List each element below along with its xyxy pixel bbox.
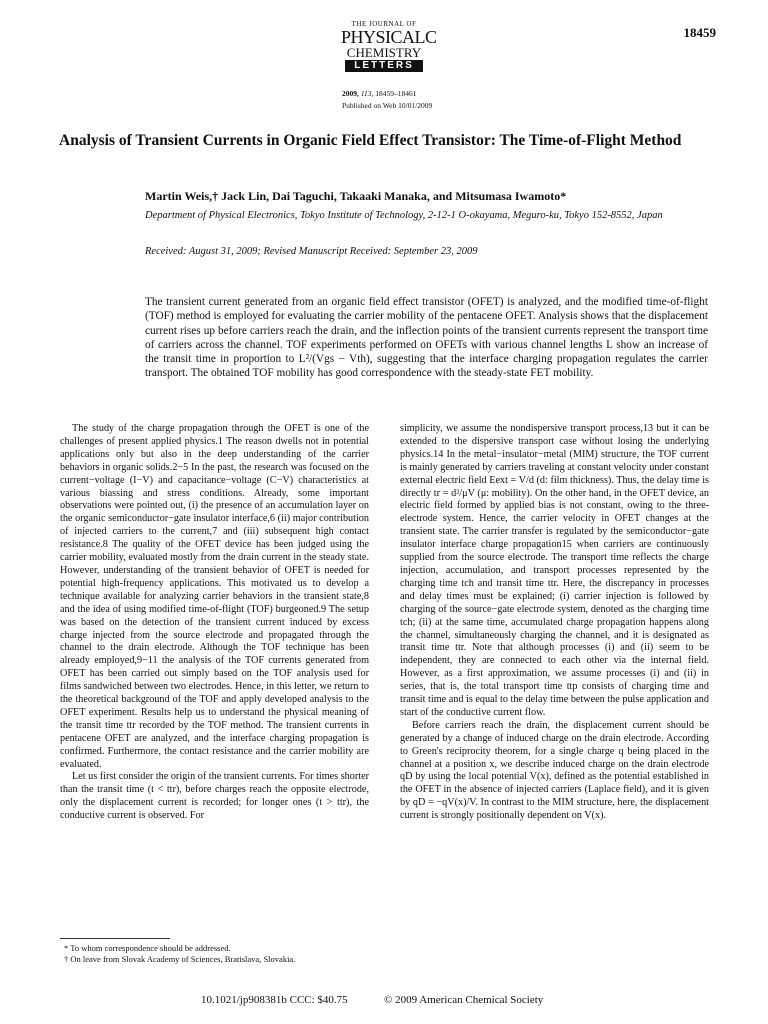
right-column	[400, 423, 709, 823]
paragraph: simplicity, we assume the nondispersive transport process,13 but it can be extended to the dispersive transport case without losing the underlying physics.14 In the metal−insulator−metal (MIM) structure, the TOF current is mainly generated by carriers traveling at constant velocity under constant external electric field Eext = V/d (d: film thickness). Thus, the delay time is directly tr = d²/μV (μ: mobility). On the other hand, in the OFET device, an electric field formed by applied bias is not constant, owing to the three-electrode system. Hence, the carrier velocity in OFET changes at the transient state. The carrier transfer is regulated by the semiconductor−gate insulator interface charge propagation15 when carriers are continuously supplied from the source electrode. The transport time reflects the charge injection, accumulation, and transport processes represented by the charging time tch and transit time ttr. Here, the discrepancy in processes and delay times must be explained; (i) carrier injection is followed by charging of the source−gate electrode system, denoted as the charging time tch; (ii) at the same time, accumulated charge propagation happens along the channel, simultaneously charging the channel, and it is designated as transit time ttr. Note that although processes (i) and (ii) seem to be independent, they are connected to each other via the internal field. However, as a first approximation, we assume processes (i) and (ii) in series, that is, the total transport time ttp consists of charging time and transit time and is equal to the delay time between the pulse application and start of the conductive current flow.	[400, 423, 709, 718]
article-title: Analysis of Transient Currents in Organic Field Effect Transistor: The Time-of-Flight Method	[59, 132, 682, 149]
received-dates: Received: August 31, 2009; Revised Manuscript Received: September 23, 2009	[145, 246, 478, 257]
footnote-divider	[60, 938, 170, 939]
left-column	[60, 423, 369, 823]
citation-pages: 18459–18461	[375, 89, 417, 98]
page-number: 18459	[683, 25, 716, 40]
citation-block	[342, 88, 432, 112]
published-date: Published on Web 10/01/2009	[342, 101, 433, 110]
paragraph: Before carriers reach the drain, the displacement current should be generated by a change of induced charge on the drain electrode. According to Green's reciprocity theorem, for a single charge q being placed in the channel at a position x, we describe induced charge on the drain electrode qD by using the local potential V(x), defined as the potential established in the OFET in the absence of injected carriers (Laplace field), and it is given by qD = −qV(x)/V. In contrast to the MIM structure, here, the displacement current is strongly positionally dependent on V(x).	[400, 719, 709, 822]
journal-logo	[341, 20, 437, 72]
logo-letters-bar: LETTERS	[345, 60, 423, 72]
paragraph: Let us first consider the origin of the transient currents. For times shorter than the transit time (t < ttr), before charges reach the opposite electrode, only the displacement current is recorded; for longer ones (t > ttr), the conductive current is observed. For	[60, 771, 369, 822]
citation-year: 2009,	[342, 89, 359, 98]
footnotes	[64, 943, 369, 965]
abstract: The transient current generated from an organic field effect transistor (OFET) is analyzed, and the modified time-of-flight (TOF) method is employed for evaluating the carrier mobility of the pentacene OFET. Analysis shows that the displacement current rises up before carriers reach the drain, and the inflection points of the transient currents represent the transport time of carriers across the channel. TOF experiments performed on OFETs with various channel lengths L show an increase of the transit time in proportion to L²/(Vgs − Vth), suggesting that the interface charging propagation regulates the carrier transport. The obtained TOF mobility has good correspondence with the steady-state FET mobility.	[145, 296, 708, 380]
citation-line	[342, 88, 432, 100]
logo-line-3: CHEMISTRY	[346, 45, 422, 60]
author-list: Martin Weis,† Jack Lin, Dai Taguchi, Takaaki Manaka, and Mitsumasa Iwamoto*	[145, 189, 567, 203]
logo-line-2	[341, 27, 437, 47]
copyright: © 2009 American Chemical Society	[384, 994, 544, 1006]
logo-physical: PHYSICAL	[341, 27, 426, 47]
logo-c-glyph: C	[425, 27, 437, 47]
footnote-correspondence: * To whom correspondence should be addressed.	[64, 943, 231, 953]
citation-volume: 113,	[360, 89, 374, 98]
paragraph: The study of the charge propagation through the OFET is one of the challenges of present applied physics.1 The reason dwells not in potential applications only but also in the deep understanding of the carrier behaviors in organic solids.2−5 In the past, the research was focused on the current−voltage (I−V) and capacitance−voltage (C−V) characteristics at various biassing and stress conditions. Already, some important observations were pointed out, (i) the presence of an accumulation layer on the organic semiconductor−gate insulator interface,6 (ii) major contribution of injected carriers to the current,7 and (iii) subsequent high contact resistance.8 The quality of the OFET device has been judged using the carrier mobility, evaluated mostly from the drain current in the steady state. However, understanding of the transient behavior of OFET is needed for potential high-frequency applications. This motivated us to develop a technique available for analyzing carrier behaviors in the transient state,8 and the idea of using modified time-of-flight (TOF) burgeoned.9 The setup was based on the detection of the transient current induced by excess charge injected from the source electrode and propagated through the channel to the drain electrode. Although the TOF technique has been already employed,9−11 the analysis of the TOF currents generated from OFET has been carried out simply based on the TOF analysis used for films sandwiched between two electrodes. Hence, in this letter, we return to the theoretical background of the TOF and apply developed analysis to the OFET experiment. Results help us to understand the physical meaning of the transit time ttr recorded by the TOF method. The transient currents in pentacene OFET are analyzed, and the interface charging propagation is confirmed. Furthermore, the contact resistance and the carrier mobility are evaluated.	[60, 423, 369, 770]
logo-line-1: THE JOURNAL OF	[351, 20, 417, 28]
affiliation: Department of Physical Electronics, Tokyo Institute of Technology, 2-12-1 O-okayama, Meguro-ku, Tokyo 152-8552, Japan	[145, 210, 663, 221]
doi-line: 10.1021/jp908381b CCC: $40.75	[201, 994, 348, 1006]
footnote-leave: † On leave from Slovak Academy of Sciences, Bratislava, Slovakia.	[64, 954, 296, 964]
